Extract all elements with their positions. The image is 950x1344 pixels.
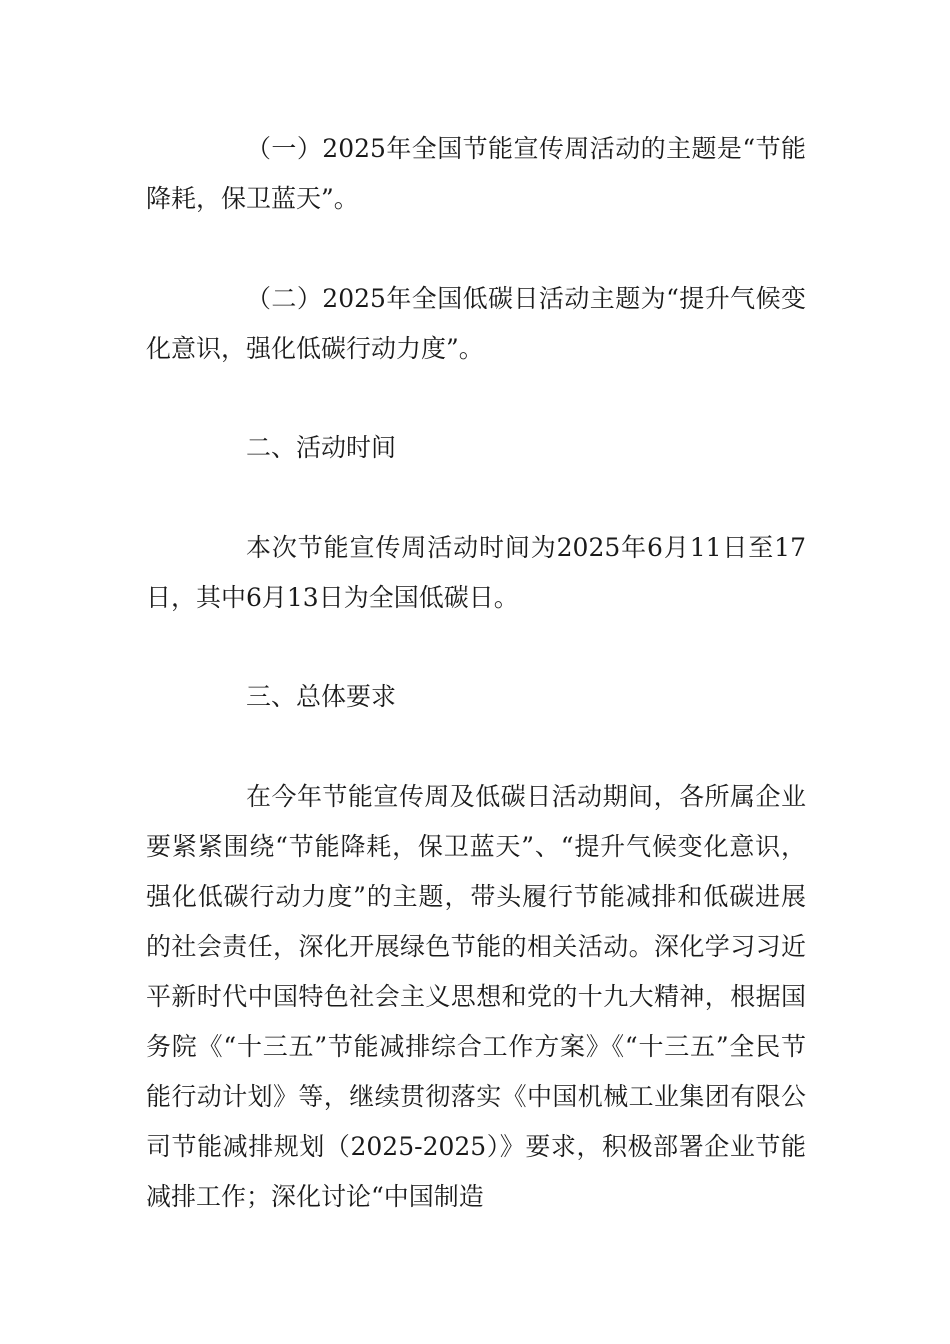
section-heading-general-requirements: 三、总体要求 [246, 682, 397, 711]
paragraph-theme-energy-week: （一）2025年全国节能宣传周活动的主题是“节能降耗，保卫蓝天”。 [146, 134, 806, 213]
paragraph-theme-low-carbon-day: （二）2025年全国低碳日活动主题为“提升气候变化意识，强化低碳行动力度”。 [146, 284, 806, 363]
paragraph-activity-time: 本次节能宣传周活动时间为2025年6月11日至17日，其中6月13日为全国低碳日。 [146, 533, 806, 612]
paragraph-general-requirements: 在今年节能宣传周及低碳日活动期间，各所属企业要紧紧围绕“节能降耗，保卫蓝天”、“提升气候变化意识，强化低碳行动力度”的主题，带头履行节能减排和低碳进展的社会责任，深化开展绿色节能的相关活动。深化学习习近平新时代中国特色社会主义思想和党的十九大精神，根据国务院《“十三五”节能减排综合工作方案》《“十三五”全民节能行动计划》等，继续贯彻落实《中国机械工业集团有限公司节能减排规划（2025-2025）》要求，积极部署企业节能减排工作；深化讨论“中国制造 [146, 782, 806, 1211]
section-heading-activity-time: 二、活动时间 [246, 433, 397, 462]
